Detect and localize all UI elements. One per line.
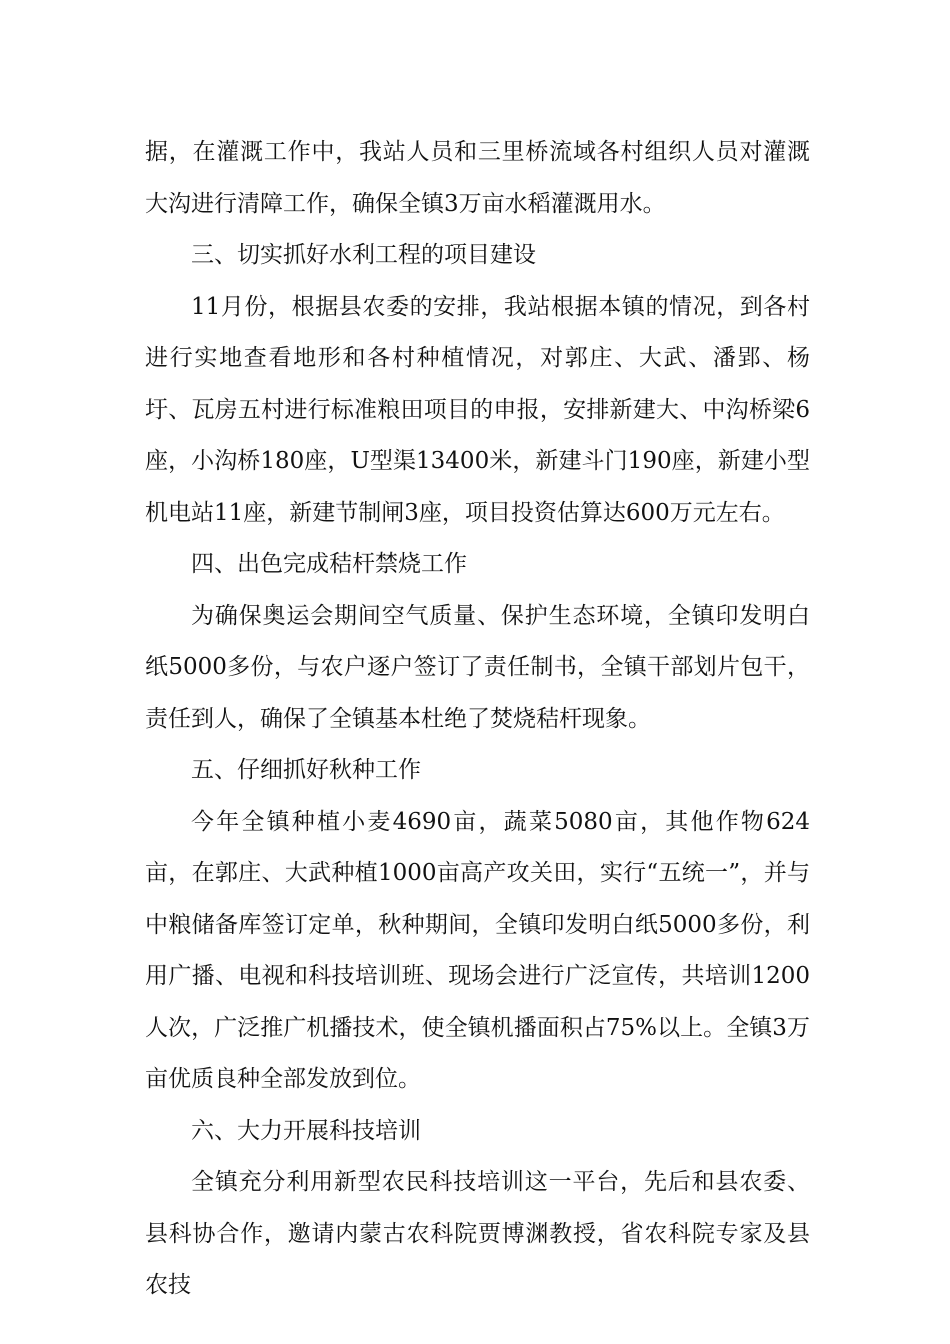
paragraph-straw-burning: 为确保奥运会期间空气质量、保护生态环境，全镇印发明白纸5000多份，与农户逐户签订了责任制书，全镇干部划片包干，责任到人，确保了全镇基本杜绝了焚烧秸杆现象。	[145, 602, 810, 732]
paragraph-tech-training: 全镇充分利用新型农民科技培训这一平台，先后和县农委、县科协合作，邀请内蒙古农科院贾博渊教授，省农科院专家及县农技	[145, 1169, 810, 1298]
paragraph-irrigation-continued: 据，在灌溉工作中，我站人员和三里桥流域各村组织人员对灌溉大沟进行清障工作，确保全镇3万亩水稻灌溉用水。	[145, 139, 810, 217]
paragraph-autumn-sowing: 今年全镇种植小麦4690亩，蔬菜5080亩，其他作物624亩，在郭庄、大武种植1000亩高产攻关田，实行“五统一”，并与中粮储备库签订定单，秋种期间，全镇印发明白纸5000多份，利用广播、电视和科技培训班、现场会进行广泛宣传，共培训1200人次，广泛推广机播技术，使全镇机播面积占75%以上。全镇3万亩优质良种全部发放到位。	[145, 808, 810, 1092]
section-heading-tech-training: 六、大力开展科技培训	[191, 1117, 421, 1144]
section-heading-straw-burning: 四、出色完成秸杆禁烧工作	[191, 551, 467, 577]
section-heading-autumn-sowing: 五、仔细抓好秋种工作	[191, 757, 421, 783]
document-body	[145, 127, 810, 1312]
paragraph-water-projects: 11月份，根据县农委的安排，我站根据本镇的情况，到各村进行实地查看地形和各村种植情况，对郭庄、大武、潘郢、杨圩、瓦房五村进行标准粮田项目的申报，安排新建大、中沟桥梁6座，小沟桥180座，U型渠13400米，新建斗门190座，新建小型机电站11座，新建节制闸3座，项目投资估算达600万元左右。	[145, 293, 810, 526]
section-heading-water-projects: 三、切实抓好水利工程的项目建设	[191, 242, 536, 268]
